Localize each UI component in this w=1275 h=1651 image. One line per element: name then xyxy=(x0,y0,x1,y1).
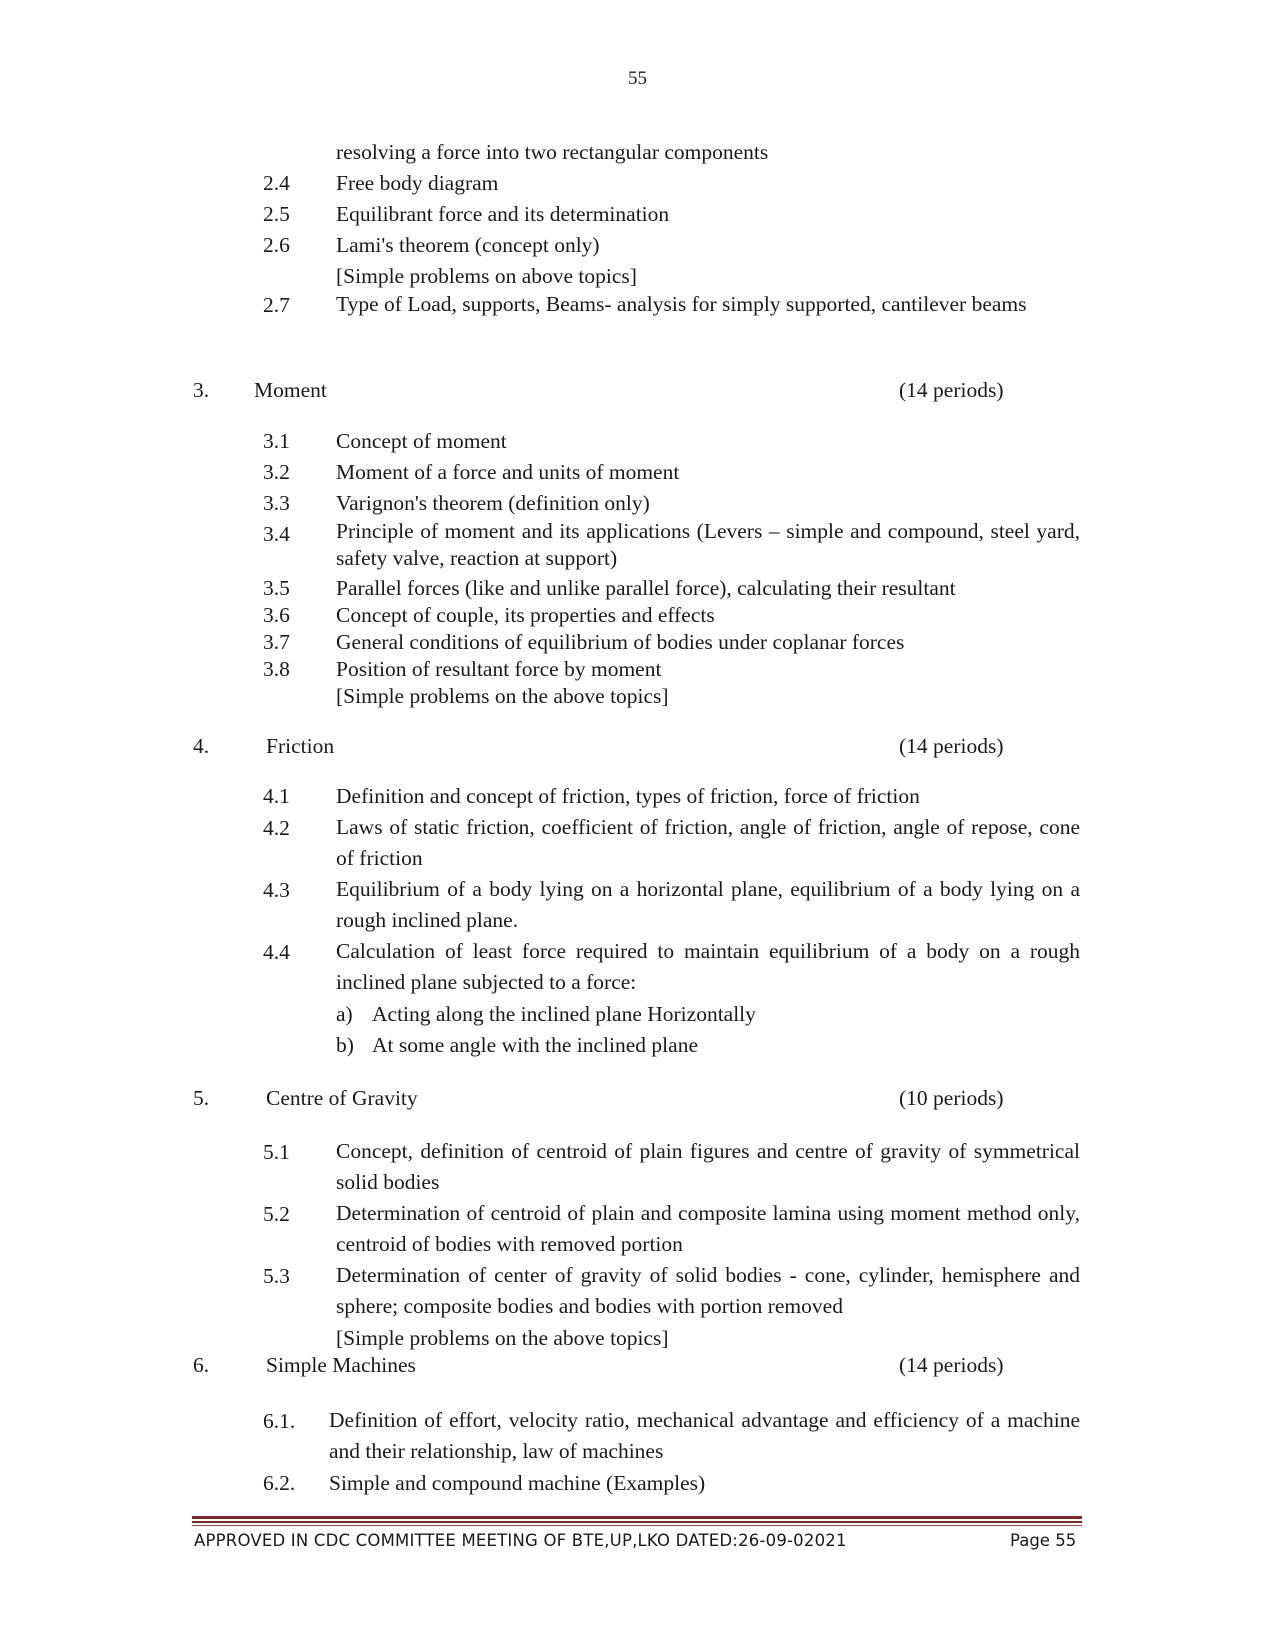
item-text: General conditions of equilibrium of bodies under coplanar forces xyxy=(336,630,905,654)
item-text: Calculation of least force required to maintain equilibrium of a body on a rough inclined plane subjected to a force: xyxy=(336,939,1080,994)
footer-rule xyxy=(192,1516,1082,1519)
item-number: 3.8 xyxy=(263,657,290,681)
footer-rule xyxy=(192,1525,1082,1526)
item-number: 6.2. xyxy=(263,1471,296,1495)
item-text: Concept of couple, its properties and effects xyxy=(336,603,715,627)
section-note: [Simple problems on the above topics] xyxy=(336,684,669,708)
item-text: Equilibrium of a body lying on a horizontal plane, equilibrium of a body lying on a rough inclined plane. xyxy=(336,877,1080,932)
item-text: Concept of moment xyxy=(336,429,507,453)
item-text: Determination of center of gravity of solid bodies - cone, cylinder, hemisphere and sphere; composite bodies and bodies with portion removed xyxy=(336,1263,1080,1318)
item-number: 3.7 xyxy=(263,630,290,654)
item-number: 3.6 xyxy=(263,603,290,627)
item-number: 3.3 xyxy=(263,491,290,515)
section-note: [Simple problems on above topics] xyxy=(336,264,637,288)
section-periods: (10 periods) xyxy=(899,1086,1004,1110)
section-number: 5. xyxy=(193,1086,210,1110)
item-text: Concept, definition of centroid of plain figures and centre of gravity of symmetrical solid bodies xyxy=(336,1139,1080,1194)
item-number: 5.3 xyxy=(263,1264,290,1288)
section-title: Centre of Gravity xyxy=(266,1086,418,1110)
page-number-top: 55 xyxy=(628,68,647,89)
item-2-3-continuation: resolving a force into two rectangular components xyxy=(336,140,769,164)
item-text: Laws of static friction, coefficient of friction, angle of friction, angle of repose, cone of friction xyxy=(336,815,1080,870)
subitem-label: b) xyxy=(336,1033,354,1057)
item-text: Definition and concept of friction, types of friction, force of friction xyxy=(336,784,920,808)
item-number: 4.3 xyxy=(263,878,290,902)
section-number: 3. xyxy=(193,378,210,402)
item-number: 4.4 xyxy=(263,940,290,964)
section-periods: (14 periods) xyxy=(899,378,1004,402)
footer-rule xyxy=(192,1521,1082,1523)
item-number: 2.5 xyxy=(263,202,290,226)
footer-approval-text: APPROVED IN CDC COMMITTEE MEETING OF BTE,UP,LKO DATED:26-09-02021 xyxy=(194,1531,847,1550)
section-number: 6. xyxy=(193,1353,210,1377)
item-number: 3.4 xyxy=(263,522,290,546)
item-text: Free body diagram xyxy=(336,171,499,195)
subitem-text: At some angle with the inclined plane xyxy=(372,1033,698,1057)
item-number: 2.6 xyxy=(263,233,290,257)
item-number: 4.1 xyxy=(263,784,290,808)
section-number: 4. xyxy=(193,734,210,758)
item-number: 5.1 xyxy=(263,1140,290,1164)
subitem-label: a) xyxy=(336,1002,353,1026)
item-number: 6.1. xyxy=(263,1409,296,1433)
item-number: 3.2 xyxy=(263,460,290,484)
item-text: Moment of a force and units of moment xyxy=(336,460,680,484)
section-title: Friction xyxy=(266,734,335,758)
item-number: 2.7 xyxy=(263,293,290,317)
section-periods: (14 periods) xyxy=(899,734,1004,758)
item-number: 3.5 xyxy=(263,576,290,600)
item-number: 5.2 xyxy=(263,1202,290,1226)
item-text: Determination of centroid of plain and composite lamina using moment method only, centroid of bodies with removed portion xyxy=(336,1201,1080,1256)
item-text: Parallel forces (like and unlike parallel force), calculating their resultant xyxy=(336,576,956,600)
footer-page-number: Page 55 xyxy=(1010,1531,1077,1550)
item-number: 4.2 xyxy=(263,816,290,840)
item-text: Lami's theorem (concept only) xyxy=(336,233,600,257)
item-text: Simple and compound machine (Examples) xyxy=(329,1471,706,1495)
item-text: Type of Load, supports, Beams- analysis for simply supported, cantilever beams xyxy=(336,292,1027,316)
item-text: Varignon's theorem (definition only) xyxy=(336,491,650,515)
item-number: 3.1 xyxy=(263,429,290,453)
section-periods: (14 periods) xyxy=(899,1353,1004,1377)
section-note: [Simple problems on the above topics] xyxy=(336,1326,669,1350)
item-text: Position of resultant force by moment xyxy=(336,657,662,681)
section-title: Simple Machines xyxy=(266,1353,416,1377)
item-text: Principle of moment and its applications (Levers – simple and compound, steel yard, safety valve, reaction at support) xyxy=(336,519,1080,570)
section-title: Moment xyxy=(254,378,327,402)
item-text: Definition of effort, velocity ratio, mechanical advantage and efficiency of a machine and their relationship, law of machines xyxy=(329,1408,1080,1463)
subitem-text: Acting along the inclined plane Horizontally xyxy=(372,1002,756,1026)
item-text: Equilibrant force and its determination xyxy=(336,202,670,226)
item-number: 2.4 xyxy=(263,171,290,195)
